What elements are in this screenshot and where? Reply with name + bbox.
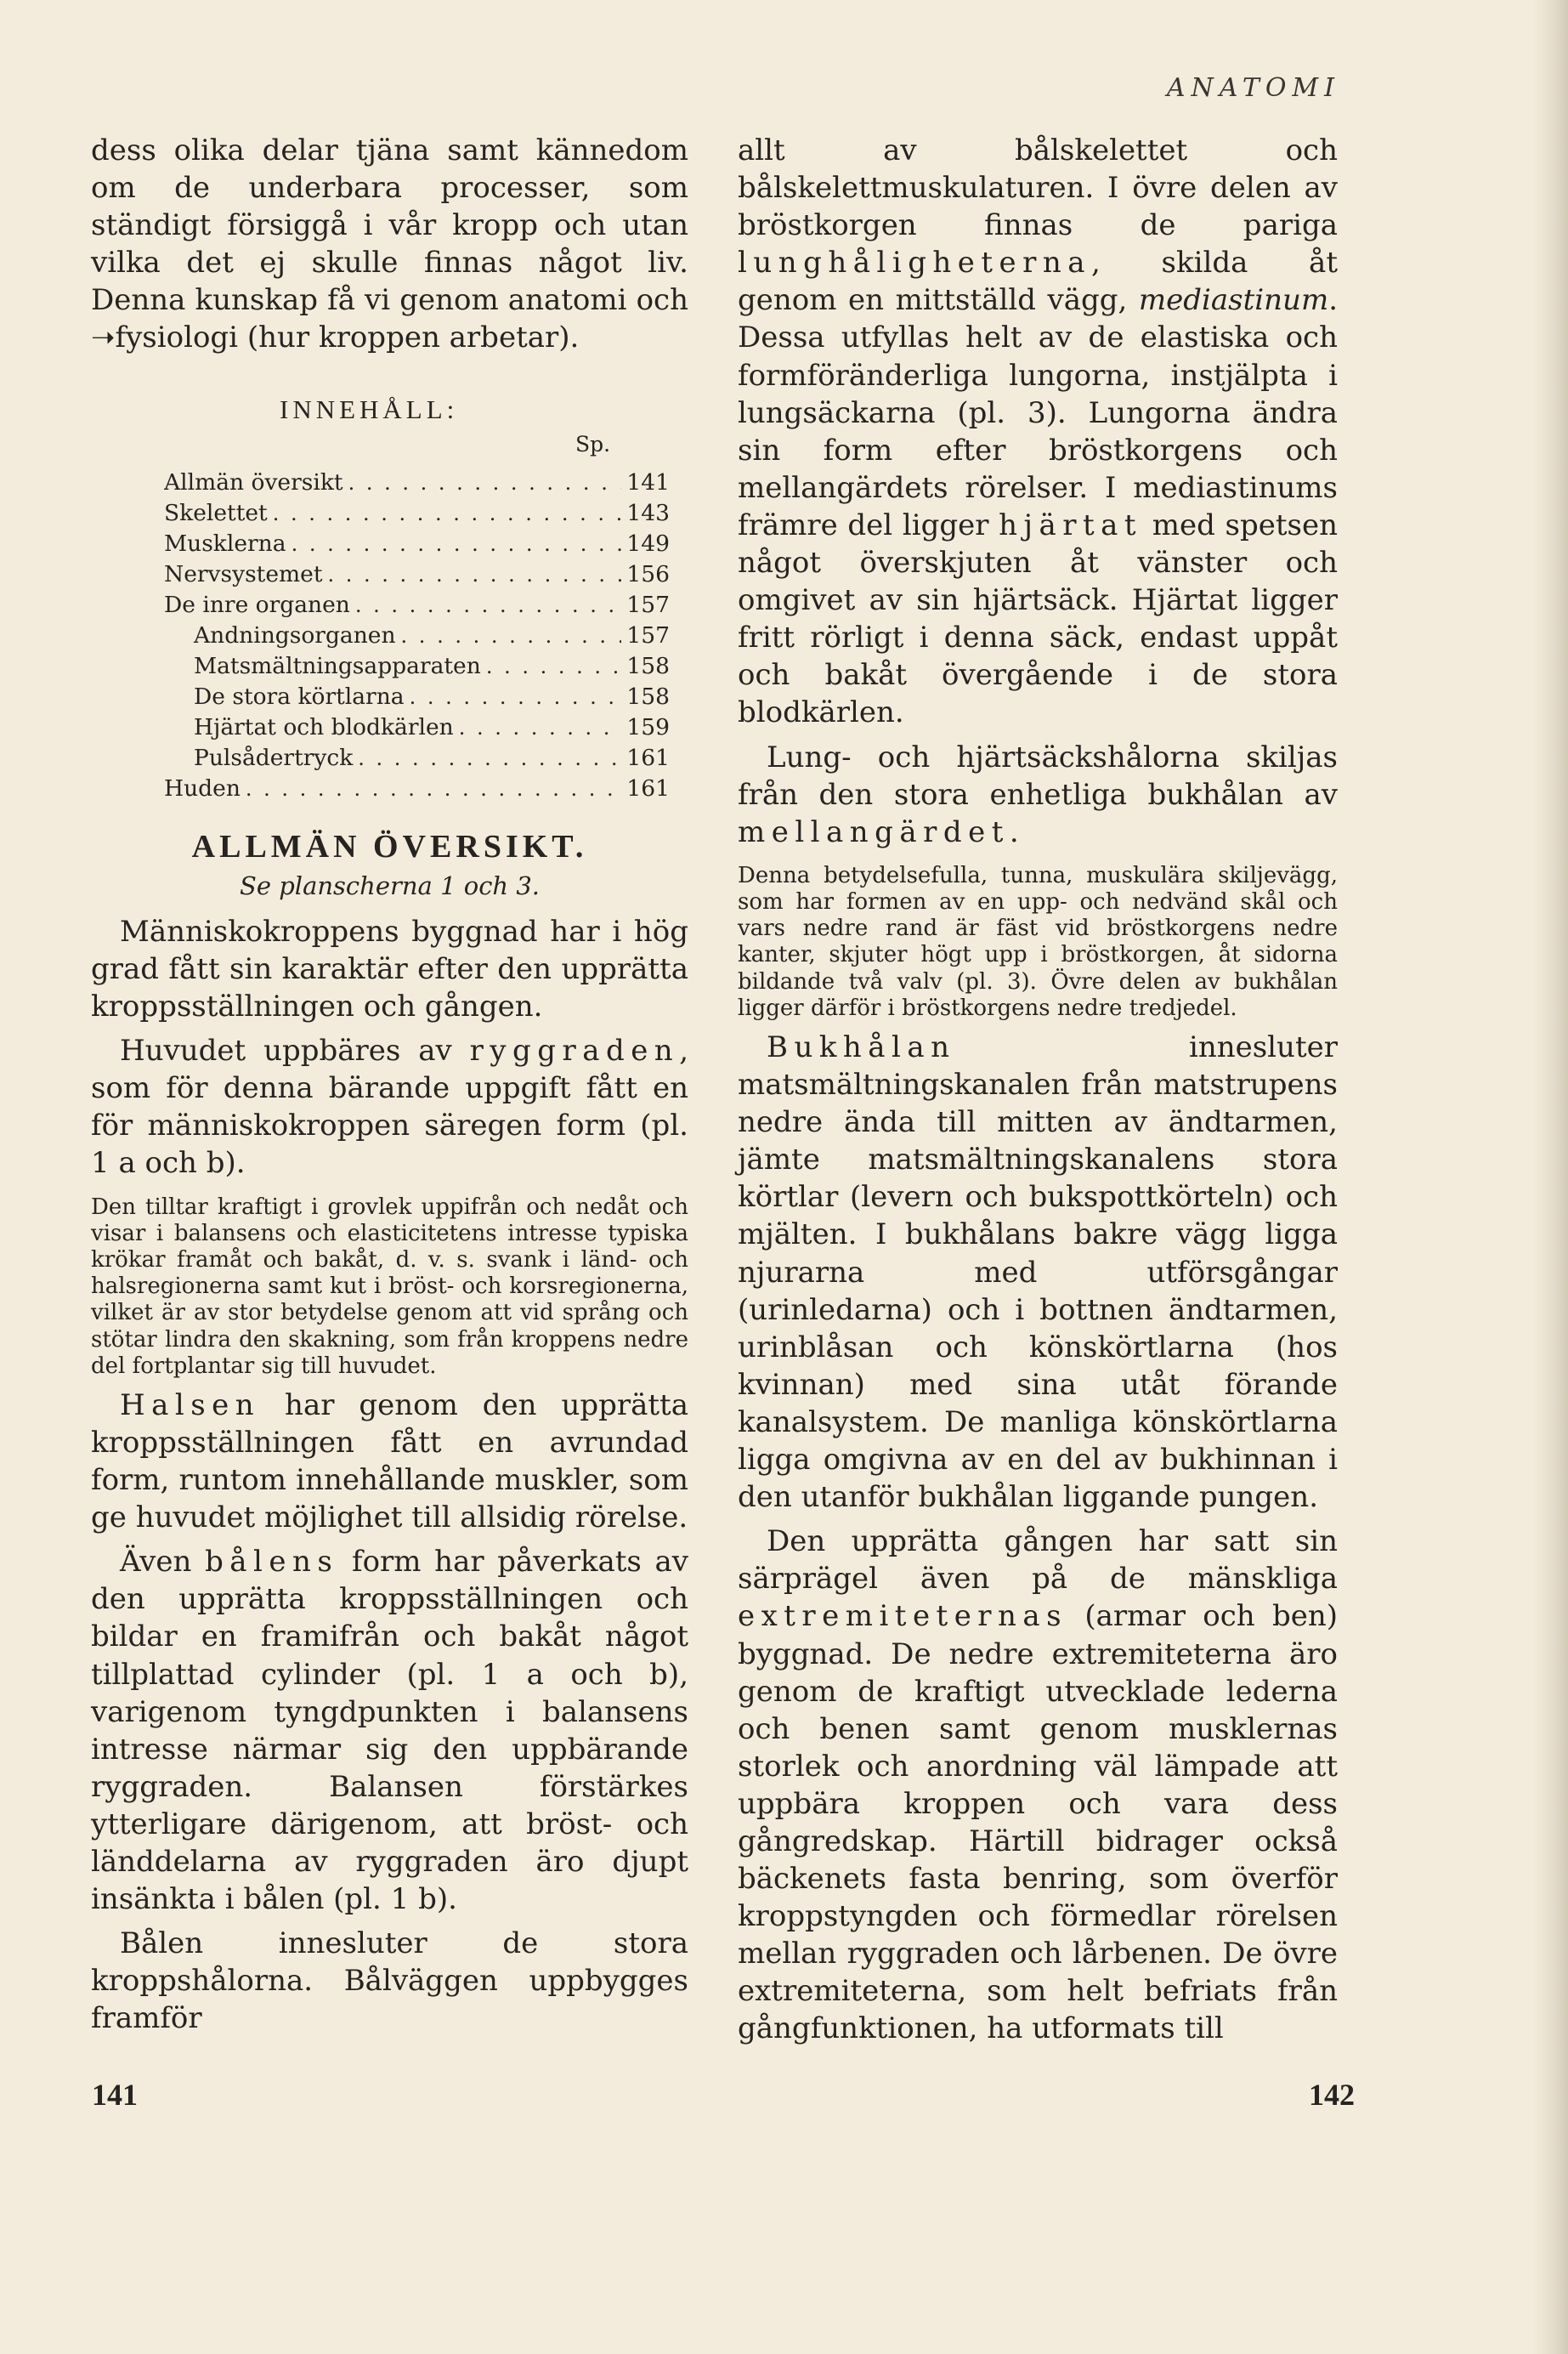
text-run: Den upprätta gången har satt sin särprägel även på de mänskliga: [738, 1524, 1338, 1597]
toc-entry[interactable]: [164, 770, 670, 801]
toc-entry[interactable]: [164, 495, 670, 525]
toc-subentry[interactable]: [164, 740, 670, 770]
small-print-paragraph: Denna betydelsefulla, tunna, muskulära skiljevägg, som har formen av en upp- och nedvänd skål och vars nedre rand är fäst vid bröstkorgens nedre kanter, skjuter högt upp i bröstkorgen, åt sidorna bildande två valv (pl. 3). Övre delen av bukhålan ligger därför i bröstkorgens nedre tredjedel.: [738, 862, 1338, 1021]
text-run: Även: [120, 1545, 206, 1580]
table-of-contents: [164, 464, 670, 801]
toc-entry-page: 141: [626, 468, 670, 495]
toc-entry-page: 157: [626, 591, 670, 617]
toc-subentry[interactable]: [164, 709, 670, 740]
page-edge-shadow: [1532, 0, 1568, 2354]
toc-column-label: Sp.: [575, 431, 611, 457]
text-run: har genom den upprätta kroppsställningen fått en avrundad form, runtom innehållande muskler, som ge huvudet möjlighet till allsidig rörelse.: [91, 1387, 688, 1535]
toc-entry-label: Hjärtat och blodkärlen: [194, 713, 454, 740]
body-paragraph: [738, 1523, 1338, 2047]
toc-entry-label: Skelettet: [164, 499, 268, 525]
text-run: innesluter matsmältningskanalen från matstrupens nedre ända till mitten av ändtarmen, jämte matsmältningskanalens stora körtlar (levern och bukspottkörteln) och mjälten. I bukhålans bakre vägg ligga njurarna med utförsgångar (urinledarna) och i bottnen ändtarmen, urinblåsan och könskörtlarna (hos kvinnan) med sina utåt förande kanalsystem. De manliga könskörtlarna ligga omgivna av en del av bukhinnan i den utanför bukhålan liggande pungen.: [738, 1030, 1338, 1515]
toc-entry[interactable]: [164, 525, 670, 556]
toc-entry[interactable]: [164, 464, 670, 495]
small-print-paragraph: Den tilltar kraftigt i grovlek uppifrån och nedåt och visar i balansens och elasticitetens intresse typiska krökar framåt och bakåt, d. v. s. svank i länd- och halsregionerna samt kut i bröst- och korsregionerna, vilket är av stor betydelse genom att vid språng och stötar lindra den skakning, som från kroppens nedre del fortplantar sig till huvudet.: [91, 1194, 688, 1379]
toc-leader-dots: [348, 464, 622, 495]
toc-leader-dots: [292, 525, 622, 556]
spaced-term: extremiteternas: [738, 1599, 1068, 1634]
text-run: allt av bålskelettet och bålskelettmuskulaturen. I övre delen av bröstkorgen finnas de pariga: [738, 133, 1338, 243]
toc-subentry[interactable]: [164, 678, 670, 709]
body-paragraph: Bålen innesluter de stora kroppshålorna. Bålväggen uppbygges framför: [91, 1926, 688, 2036]
body-paragraph: [91, 1543, 688, 1918]
body-paragraph: [91, 1387, 688, 1536]
page-number-left: 141: [92, 2078, 138, 2112]
text-run: , skilda åt genom en mittställd vägg,: [738, 246, 1338, 318]
spaced-term: lunghåligheterna: [738, 246, 1092, 281]
toc-subentry[interactable]: [164, 617, 670, 648]
toc-entry-label: Allmän översikt: [164, 468, 343, 495]
toc-entry-label: Musklerna: [164, 530, 286, 556]
text-run: (armar och ben) byggnad. De nedre extremiteterna äro genom de kraftigt utvecklade lederna och benen samt genom musklernas storlek och anordning väl lämpade att uppbära kroppen och vara dess gångredskap. Härtill bidrager också bäckenets fasta benring, som överför kroppstyngden och förmedlar rörelsen mellan ryggraden och lårbenen. De övre extremiteterna, som helt befriats från gångfunktionen, ha utformats till: [738, 1599, 1338, 2046]
toc-leader-dots: [246, 770, 622, 801]
italic-term: mediastinum: [1138, 283, 1329, 318]
toc-leader-dots: [273, 495, 622, 525]
toc-subentry[interactable]: [164, 648, 670, 678]
toc-entry-label: Matsmältningsapparaten: [194, 652, 481, 678]
toc-entry-label: Nervsystemet: [164, 560, 323, 587]
text-run: Huvudet uppbäres av: [120, 1034, 470, 1069]
toc-entry-page: 161: [626, 774, 670, 801]
toc-entry[interactable]: [164, 556, 670, 587]
toc-entry[interactable]: [164, 587, 670, 617]
text-run: .: [1009, 814, 1019, 849]
toc-entry-page: 161: [626, 744, 670, 770]
toc-entry-label: De inre organen: [164, 591, 350, 617]
toc-entry-page: 159: [626, 713, 670, 740]
text-run: form har påverkats av den upprätta kroppsställningen och bildar en framifrån och bakåt något tillplattad cylinder (pl. 1 a och b), varigenom tyngdpunkten i balansens intresse närmar sig den uppbärande ryggraden. Balansen förstärkes ytterligare därigenom, att bröst- och länddelarna av ryggraden äro djupt insänkta i bålen (pl. 1 b).: [91, 1545, 688, 1917]
toc-leader-dots: [410, 678, 622, 709]
text-run: med spetsen något överskjuten åt vänster och omgivet av sin hjärtsäck. Hjärtat ligger fritt rörligt i denna säck, endast uppåt och bakåt övergående i de stora blodkärlen.: [738, 508, 1338, 730]
toc-leader-dots: [459, 709, 622, 740]
toc-entry-label: Huden: [164, 774, 241, 801]
toc-entry-label: Pulsådertryck: [194, 744, 354, 770]
page-number-right: 142: [1309, 2078, 1355, 2112]
spaced-term: Bukhålan: [767, 1030, 956, 1064]
toc-leader-dots: [355, 587, 622, 617]
body-paragraph: [738, 132, 1338, 732]
toc-leader-dots: [486, 648, 622, 678]
toc-leader-dots: [358, 740, 621, 770]
spaced-term: hjärtat: [999, 508, 1143, 542]
text-run: Lung- och hjärtsäckshålorna skiljas från den stora enhetliga bukhålan av: [738, 740, 1338, 812]
spaced-term: Halsen: [120, 1387, 261, 1422]
toc-entry-page: 157: [626, 621, 670, 648]
left-column: [91, 132, 688, 2038]
toc-entry-label: De stora körtlarna: [194, 683, 405, 709]
spaced-term: mellangärdet: [738, 814, 1010, 849]
toc-entry-page: 156: [626, 560, 670, 587]
body-paragraph: [738, 1029, 1338, 1516]
right-column: [738, 132, 1338, 2048]
body-paragraph: [91, 1032, 688, 1182]
running-header: ANATOMI: [1166, 73, 1340, 103]
text-run: . Dessa utfyllas helt av de elastiska och formföränderliga lungorna, instjälpta i lungsäckarna (pl. 3). Lungorna ändra sin form efter bröstkorgens och mellangärdets rörelser. I mediastinums främre del ligger: [738, 283, 1338, 542]
toc-entry-page: 149: [626, 530, 670, 556]
toc-entry-label: Andningsorganen: [194, 621, 396, 648]
section-subheading: Se planscherna 1 och 3.: [240, 871, 540, 900]
text-run: , som för denna bärande uppgift fått en för människokroppen säregen form (pl. 1 a och b).: [91, 1034, 688, 1181]
spaced-term: ryggraden: [469, 1034, 680, 1069]
spaced-term: bålens: [205, 1545, 339, 1580]
toc-entry-page: 158: [626, 652, 670, 678]
toc-leader-dots: [327, 556, 621, 587]
toc-entry-page: 158: [626, 683, 670, 709]
toc-title: INNEHÅLL:: [280, 394, 459, 424]
intro-paragraph: dess olika delar tjäna samt kännedom om de underbara processer, som ständigt försiggå i vår kropp och utan vilka det ej skulle finnas något liv. Denna kunskap få vi genom anatomi och ➝fysiologi (hur kroppen arbetar).: [91, 133, 688, 355]
section-heading: ALLMÄN ÖVERSIKT.: [191, 828, 588, 865]
toc-entry-page: 143: [626, 499, 670, 525]
body-paragraph: [738, 739, 1338, 851]
toc-leader-dots: [401, 617, 622, 648]
body-paragraph: Människokroppens byggnad har i hög grad fått sin karaktär efter den upprätta kroppsställningen och gången.: [91, 914, 688, 1024]
